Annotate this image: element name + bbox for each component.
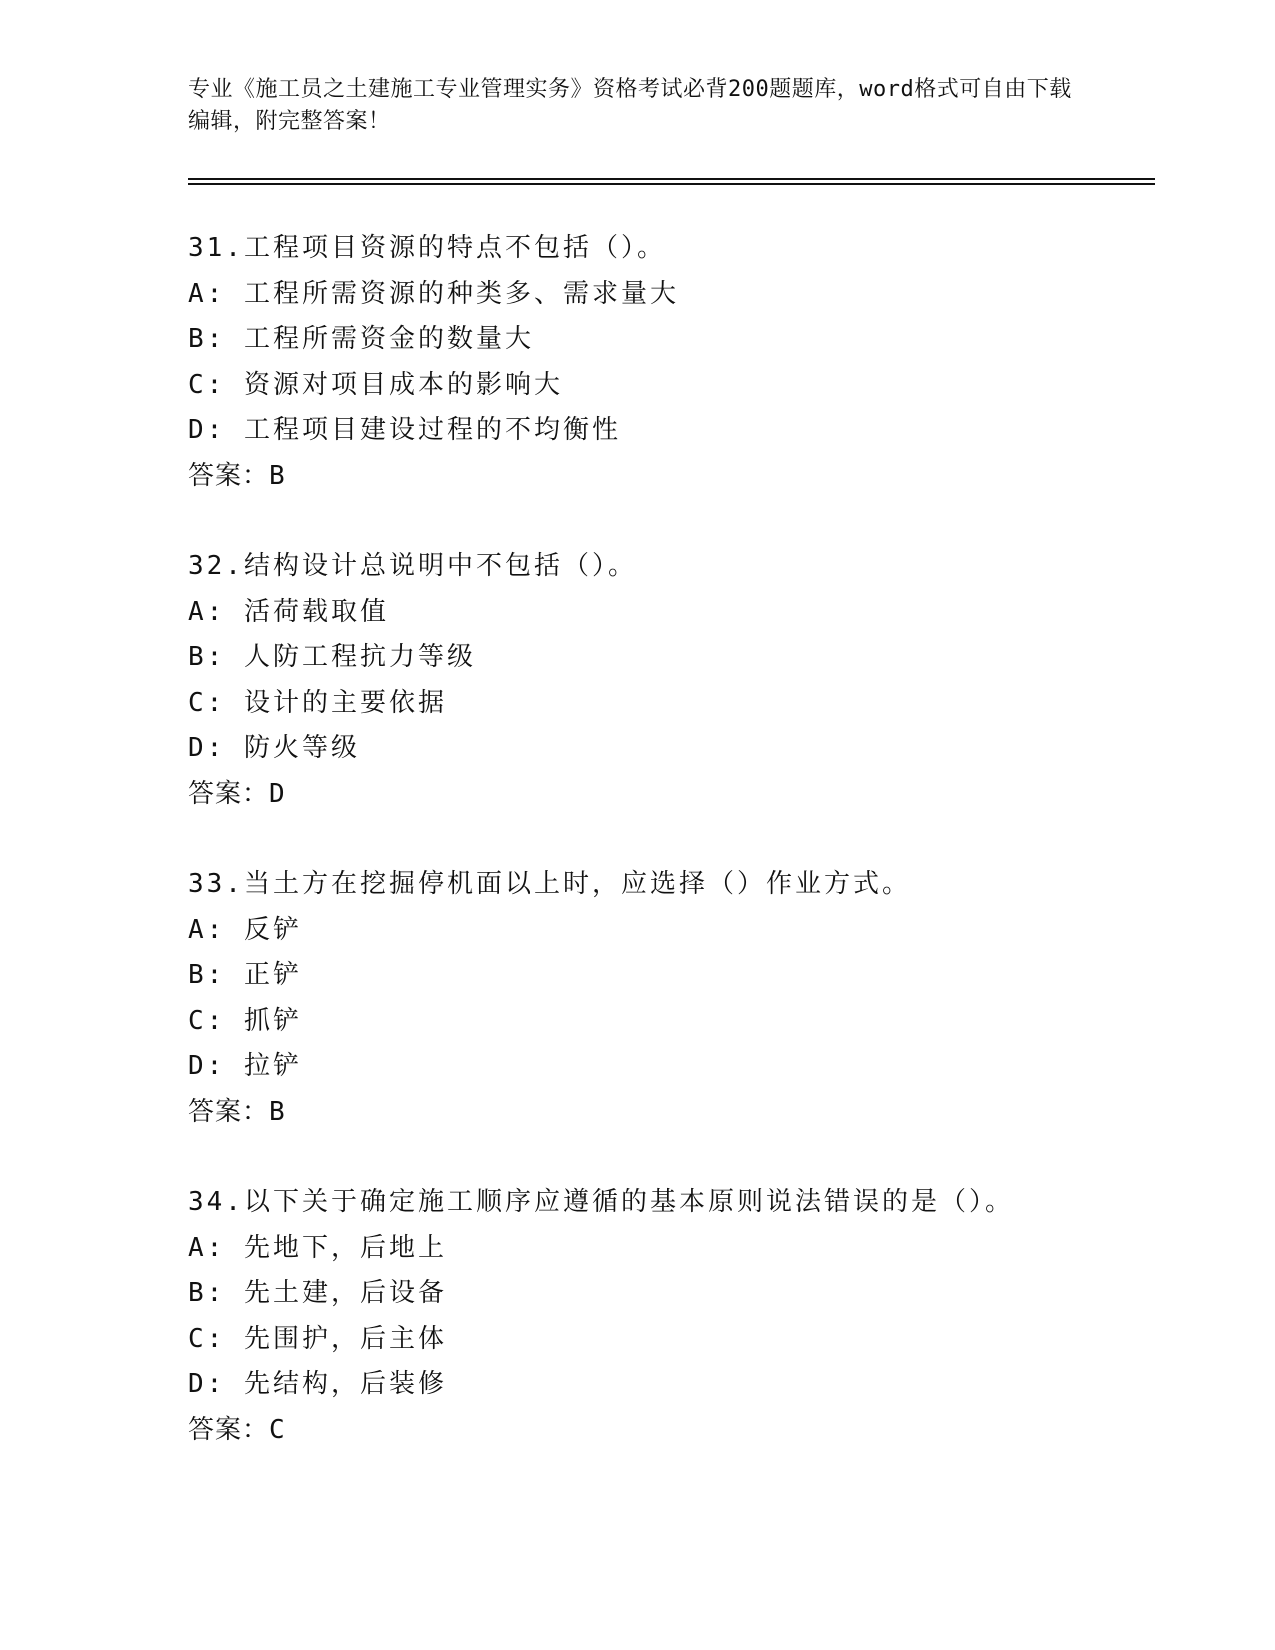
answer-label: 答案： (188, 778, 270, 809)
answer-value: D (269, 778, 286, 809)
answer-line (188, 1408, 1168, 1454)
option-a: A: 反铲 (188, 914, 302, 945)
option-b: B: 正铲 (188, 960, 302, 990)
question-33 (188, 862, 1168, 1135)
option-d: D: 先结构，后装修 (188, 1369, 447, 1399)
question-stem: 34.以下关于确定施工顺序应遵循的基本原则说法错误的是（）。 (188, 1187, 1014, 1217)
option-c: C: 抓铲 (188, 1005, 302, 1036)
header-divider-top (188, 178, 1155, 180)
question-stem: 31.工程项目资源的特点不包括（）。 (188, 233, 666, 263)
option-c: C: 资源对项目成本的影响大 (188, 369, 563, 400)
question-stem: 32.结构设计总说明中不包括（）。 (188, 551, 637, 581)
option-b: B: 人防工程抗力等级 (188, 642, 476, 672)
option-b: B: 先土建，后设备 (188, 1278, 447, 1308)
question-stem: 33.当土方在挖掘停机面以上时，应选择（）作业方式。 (188, 869, 911, 899)
question-34 (188, 1180, 1168, 1453)
answer-value: B (269, 1096, 286, 1127)
answer-value: C (269, 1414, 286, 1445)
option-a: A: 工程所需资源的种类多、需求量大 (188, 278, 679, 309)
answer-line (188, 772, 1168, 818)
answer-label: 答案： (188, 1096, 270, 1127)
answer-label: 答案： (188, 460, 270, 491)
document-header: 专业《施工员之土建施工专业管理实务》资格考试必背200题题库，word格式可自由下载编辑，附完整答案！ (188, 77, 1072, 134)
option-d: D: 工程项目建设过程的不均衡性 (188, 415, 621, 445)
answer-line (188, 454, 1168, 500)
answer-label: 答案： (188, 1414, 270, 1445)
option-d: D: 防火等级 (188, 733, 360, 763)
question-31 (188, 226, 1168, 499)
option-c: C: 设计的主要依据 (188, 687, 447, 718)
option-a: A: 活荷载取值 (188, 596, 389, 627)
answer-line (188, 1090, 1168, 1136)
option-c: C: 先围护，后主体 (188, 1323, 447, 1354)
header-divider-bottom (188, 183, 1155, 185)
option-b: B: 工程所需资金的数量大 (188, 324, 534, 354)
answer-value: B (269, 460, 286, 491)
option-a: A: 先地下，后地上 (188, 1232, 447, 1263)
question-32 (188, 544, 1168, 817)
option-d: D: 拉铲 (188, 1051, 302, 1081)
